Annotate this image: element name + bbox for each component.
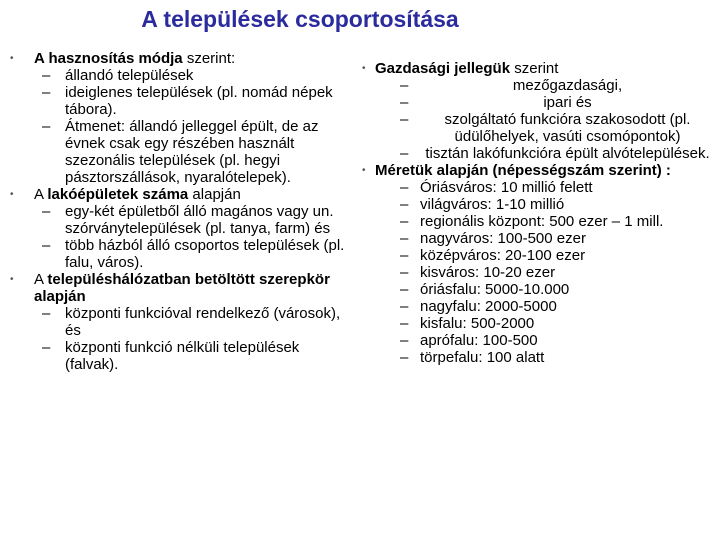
bullet-network-role (10, 271, 350, 305)
sub-item (10, 237, 350, 271)
sub-item-text: középváros: 20-100 ezer (420, 247, 586, 264)
sub-item-text: központi funkcióval rendelkező (városok), és (65, 305, 341, 339)
sub-item (10, 67, 350, 84)
dash-icon: – (400, 230, 409, 247)
sub-item-text: nagyfalu: 2000-5000 (420, 298, 557, 315)
bullet-bold: Méretük alapján (népességszám szerint) : (375, 162, 671, 179)
dash-icon: – (42, 203, 51, 220)
dash-icon: – (400, 349, 409, 366)
sub-item-text: világváros: 1-10 millió (420, 196, 565, 213)
dash-icon: – (42, 67, 51, 84)
dash-icon: – (400, 77, 409, 94)
dash-icon: – (42, 305, 51, 322)
dash-icon: – (42, 339, 51, 356)
sub-item (360, 281, 715, 298)
sub-item-text: egy-két épületből álló magános vagy un. szórványtelepülések (pl. tanya, farm) és (65, 203, 334, 237)
sub-item-text: óriásfalu: 5000-10.000 (420, 281, 570, 298)
sub-item (360, 298, 715, 315)
dash-icon: – (400, 264, 409, 281)
sub-item-text: kisfalu: 500-2000 (420, 315, 535, 332)
sub-item (360, 94, 715, 111)
bullet-bold: lakóépületek száma (47, 186, 189, 203)
sub-item (10, 203, 350, 237)
slide-title: A települések csoportosítása (141, 6, 459, 32)
bullet-icon: • (362, 165, 366, 176)
dash-icon: – (400, 179, 409, 196)
dash-icon: – (42, 237, 51, 254)
sub-item (10, 84, 350, 118)
sub-item (360, 247, 715, 264)
bullet-icon: • (10, 189, 14, 200)
sub-item-text: mezőgazdasági, (512, 77, 623, 94)
sub-item-text: kisváros: 10-20 ezer (420, 264, 556, 281)
sub-item (360, 332, 715, 349)
sub-item-text: regionális központ: 500 ezer – 1 mill. (420, 213, 664, 230)
dash-icon: – (400, 315, 409, 332)
bullet-icon: • (10, 53, 14, 64)
bullet-text: A (34, 271, 48, 288)
dash-icon: – (400, 213, 409, 230)
sub-item (360, 349, 715, 366)
sub-item-text: tisztán lakófunkcióra épült alvótelepülések. (425, 145, 710, 162)
sub-item (360, 179, 715, 196)
bullet-economic (360, 60, 715, 77)
bullet-icon: • (362, 63, 366, 74)
dash-icon: – (400, 247, 409, 264)
right-column (360, 60, 715, 366)
dash-icon: – (400, 111, 409, 128)
dash-icon: – (400, 298, 409, 315)
sub-item (10, 118, 350, 186)
sub-item-text: több házból álló csoportos települések (pl. falu, város). (65, 237, 345, 271)
sub-item (360, 111, 715, 145)
bullet-bold: A hasznosítás módja (34, 50, 183, 67)
dash-icon: – (400, 196, 409, 213)
bullet-text: alapján (188, 186, 241, 203)
sub-item (360, 230, 715, 247)
sub-item-text: törpefalu: 100 alatt (420, 349, 545, 366)
bullet-usage (10, 50, 350, 67)
bullet-icon: • (10, 274, 14, 285)
sub-item-text: aprófalu: 100-500 (420, 332, 538, 349)
dash-icon: – (400, 332, 409, 349)
bullet-bold: településhálózatban betöltött szerepkör alapján (34, 271, 330, 305)
sub-item (360, 77, 715, 94)
sub-item-text: szolgáltató funkcióra szakosodott (pl. üdülőhelyek, vasúti csomópontok) (444, 111, 691, 145)
dash-icon: – (400, 94, 409, 111)
bullet-size (360, 162, 715, 179)
left-column (10, 50, 350, 373)
sub-item-text: Átmenet: állandó jelleggel épült, de az évnek csak egy részében használt szezonális települések (pl. hegyi pásztorszállások, nyaralótelepek). (65, 118, 319, 186)
sub-item-text: állandó települések (65, 67, 194, 84)
sub-item-text: központi funkció nélküli települések (falvak). (65, 339, 300, 373)
sub-item-text: nagyváros: 100-500 ezer (420, 230, 586, 247)
bullet-text: A (34, 186, 48, 203)
dash-icon: – (400, 281, 409, 298)
bullet-bold: Gazdasági jellegük (375, 60, 511, 77)
bullet-buildings (10, 186, 350, 203)
sub-item (360, 315, 715, 332)
sub-item-text: ipari és (543, 94, 592, 111)
sub-item (360, 145, 715, 162)
dash-icon: – (42, 118, 51, 135)
dash-icon: – (42, 84, 51, 101)
sub-item-text: Óriásváros: 10 millió felett (420, 179, 593, 196)
bullet-text: szerint: (182, 50, 236, 67)
bullet-text: szerint (510, 60, 559, 77)
sub-item (360, 264, 715, 281)
sub-item (360, 196, 715, 213)
sub-item-text: ideiglenes települések (pl. nomád népek tábora). (65, 84, 333, 118)
sub-item (10, 305, 350, 339)
sub-item (10, 339, 350, 373)
sub-item (360, 213, 715, 230)
dash-icon: – (400, 145, 409, 162)
